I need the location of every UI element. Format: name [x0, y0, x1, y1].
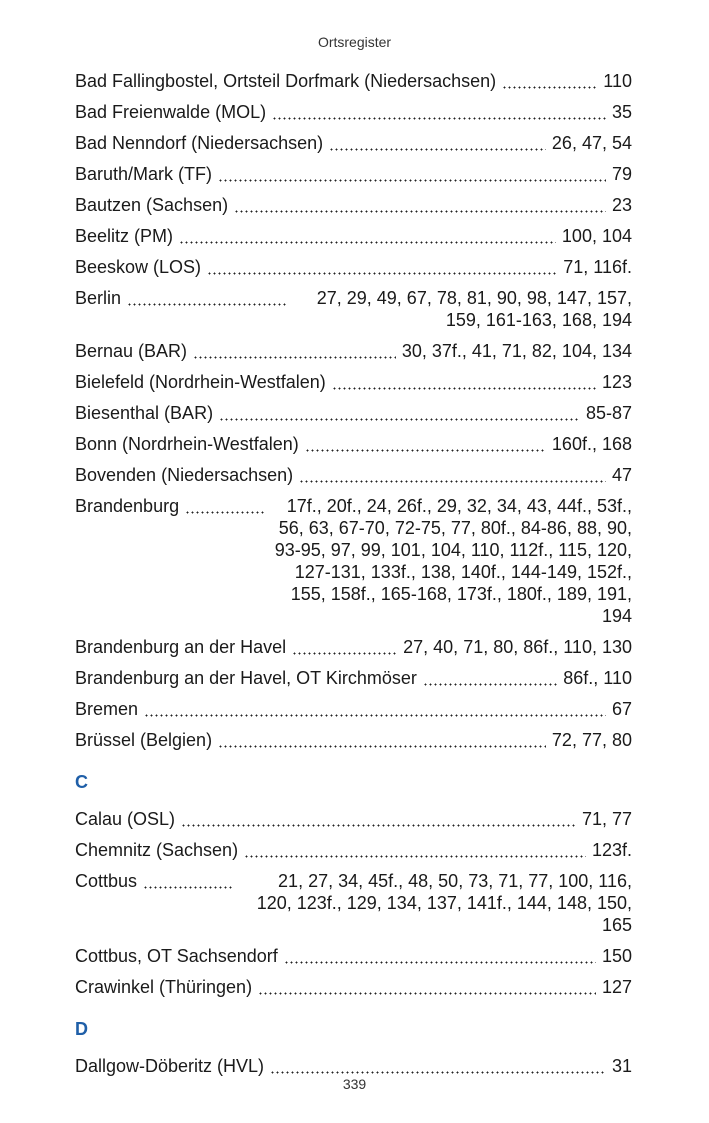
entry-place: Bernau (BAR)	[75, 341, 188, 361]
leader-dots	[305, 433, 546, 452]
index-entry	[75, 729, 632, 751]
entry-pages: 110	[603, 71, 632, 91]
entry-pages: 100, 104	[561, 226, 632, 246]
entry-place: Bad Nenndorf (Niedersachsen)	[75, 133, 324, 153]
entry-pages: 160f., 168	[551, 434, 632, 454]
index-entry	[75, 340, 632, 362]
leader-dots	[292, 636, 397, 655]
entry-place: Crawinkel (Thüringen)	[75, 977, 253, 997]
index-entry	[75, 870, 632, 936]
leader-dots	[218, 163, 606, 182]
leader-dots	[423, 667, 557, 686]
entry-pages: 71, 116f.	[563, 257, 632, 277]
leader-dots	[258, 976, 596, 995]
entry-place: Brüssel (Belgien)	[75, 730, 213, 750]
index-entry	[75, 976, 632, 998]
entry-pages: 30, 37f., 41, 71, 82, 104, 134	[401, 341, 632, 361]
leader-dots	[193, 340, 396, 359]
entry-place: Bad Freienwalde (MOL)	[75, 102, 267, 122]
entry-pages: 79	[611, 164, 632, 184]
entry-place: Berlin	[75, 288, 122, 308]
place-index	[75, 70, 632, 1086]
entry-pages: 27, 40, 71, 80, 86f., 110, 130	[403, 637, 632, 657]
index-entry	[75, 132, 632, 154]
entry-place: Bonn (Nordrhein-Westfalen)	[75, 434, 299, 454]
leader-dots	[127, 287, 286, 306]
entry-place: Brandenburg an der Havel	[75, 637, 287, 657]
leader-dots	[218, 729, 546, 748]
entry-place: Beeskow (LOS)	[75, 257, 202, 277]
entry-place: Bautzen (Sachsen)	[75, 195, 229, 215]
running-header: Ortsregister	[317, 34, 392, 50]
entry-pages: 17f., 20f., 24, 26f., 29, 32, 34, 43, 44f., 53f., 56, 63, 67-70, 72-75, 77, 80f., 84-86, 88, 90, 93-95, 97, 99, 101, 104, 110, 112f., 115, 120, 127-131, 133f., 138, 140f., 144-149, 152f., 155, 158f., 165-168, 173f., 180f., 189, 191, 194	[274, 496, 632, 626]
entry-place: Cottbus	[75, 871, 138, 891]
entry-pages: 21, 27, 34, 45f., 48, 50, 73, 71, 77, 100, 116, 120, 123f., 129, 134, 137, 141f., 144, 148, 150, 165	[256, 871, 632, 935]
entry-place: Chemnitz (Sachsen)	[75, 840, 239, 860]
entry-place: Brandenburg	[75, 496, 180, 516]
leader-dots	[219, 402, 580, 421]
index-entry	[75, 101, 632, 123]
entry-place: Dallgow-Döberitz (HVL)	[75, 1056, 265, 1076]
index-entry	[75, 402, 632, 424]
entry-place: Calau (OSL)	[75, 809, 176, 829]
entry-pages: 85-87	[585, 403, 632, 423]
entry-place: Bad Fallingbostel, Ortsteil Dorfmark (Niedersachsen)	[75, 71, 497, 91]
leader-dots	[270, 1055, 606, 1074]
index-entry	[75, 839, 632, 861]
leader-dots	[181, 808, 576, 827]
page-number: 339	[342, 1076, 367, 1092]
entry-pages: 123	[601, 372, 632, 392]
leader-dots	[299, 464, 606, 483]
entry-pages: 150	[601, 946, 632, 966]
entry-place: Bovenden (Niedersachsen)	[75, 465, 294, 485]
section-letter-c: C	[75, 772, 88, 792]
index-entry	[75, 698, 632, 720]
leader-dots	[284, 945, 596, 964]
index-entry	[75, 1055, 632, 1077]
leader-dots	[329, 132, 546, 151]
leader-dots	[179, 225, 556, 244]
index-entry	[75, 225, 632, 247]
index-entry	[75, 464, 632, 486]
section-letter-d: D	[75, 1019, 88, 1039]
entry-pages: 23	[611, 195, 632, 215]
leader-dots	[244, 839, 586, 858]
leader-dots	[143, 870, 234, 889]
leader-dots	[234, 194, 606, 213]
entry-pages: 86f., 110	[563, 668, 632, 688]
entry-place: Beelitz (PM)	[75, 226, 174, 246]
index-entry	[75, 70, 632, 92]
leader-dots	[272, 101, 606, 120]
leader-dots	[144, 698, 606, 717]
leader-dots	[185, 495, 264, 514]
leader-dots	[502, 70, 597, 89]
index-entry	[75, 636, 632, 658]
leader-dots	[207, 256, 557, 275]
entry-pages: 31	[611, 1056, 632, 1076]
entry-pages: 35	[611, 102, 632, 122]
entry-pages: 47	[611, 465, 632, 485]
entry-place: Bielefeld (Nordrhein-Westfalen)	[75, 372, 326, 392]
index-entry	[75, 287, 632, 331]
entry-pages: 127	[601, 977, 632, 997]
entry-place: Cottbus, OT Sachsendorf	[75, 946, 278, 966]
index-entry	[75, 495, 632, 627]
entry-place: Brandenburg an der Havel, OT Kirchmöser	[75, 668, 417, 688]
entry-pages: 123f.	[591, 840, 632, 860]
leader-dots	[332, 371, 596, 390]
entry-pages: 71, 77	[581, 809, 632, 829]
entry-pages: 72, 77, 80	[551, 730, 632, 750]
index-entry	[75, 256, 632, 278]
entry-pages: 27, 29, 49, 67, 78, 81, 90, 98, 147, 157, 159, 161-163, 168, 194	[316, 288, 632, 330]
index-entry	[75, 433, 632, 455]
entry-place: Bremen	[75, 699, 139, 719]
index-entry	[75, 194, 632, 216]
index-entry	[75, 808, 632, 830]
entry-pages: 67	[611, 699, 632, 719]
index-entry	[75, 667, 632, 689]
index-entry	[75, 371, 632, 393]
entry-place: Baruth/Mark (TF)	[75, 164, 213, 184]
index-entry	[75, 945, 632, 967]
entry-place: Biesenthal (BAR)	[75, 403, 214, 423]
entry-pages: 26, 47, 54	[551, 133, 632, 153]
index-entry	[75, 163, 632, 185]
